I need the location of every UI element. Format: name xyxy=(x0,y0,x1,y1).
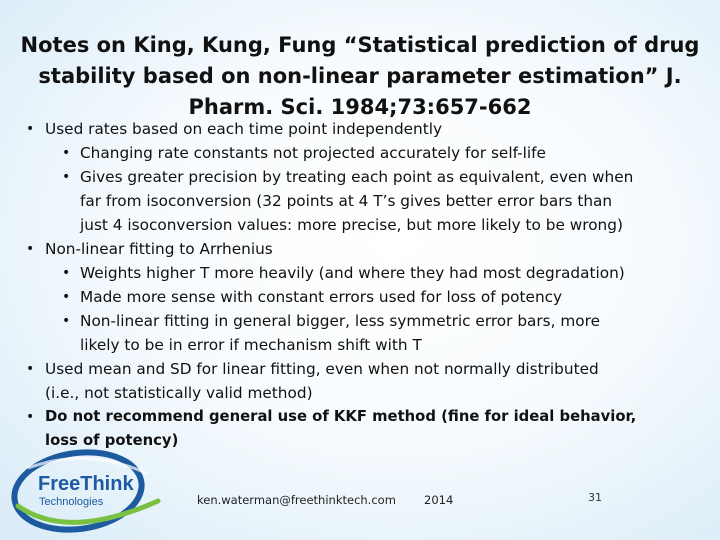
bullet-text-cont: (i.e., not statistically valid method) xyxy=(45,384,313,402)
bullet-text: Gives greater precision by treating each point as equivalent, even when xyxy=(80,168,634,186)
bullet-marker: • xyxy=(26,361,35,377)
bullet-text: Made more sense with constant errors used for loss of potency xyxy=(80,288,563,306)
bullet-text-cont: likely to be in error if mechanism shift with T xyxy=(80,336,422,354)
bullet-marker: • xyxy=(62,313,71,329)
bullet-marker: • xyxy=(26,241,35,257)
bullet-text: Used mean and SD for linear fitting, even when not normally distributed xyxy=(45,360,599,378)
logo-subtitle: Technologies xyxy=(39,496,104,508)
bullet-text: Used rates based on each time point independently xyxy=(45,120,443,138)
title-line-2: stability based on non-linear parameter estimation” J. xyxy=(38,64,682,88)
footer-year: 2014 xyxy=(424,493,454,507)
bullet-marker: • xyxy=(26,409,35,425)
bullet-text: Changing rate constants not projected accurately for self-life xyxy=(80,144,546,162)
bullet-marker: • xyxy=(62,289,71,305)
title-line-1: Notes on King, Kung, Fung “Statistical prediction of drug xyxy=(20,33,700,57)
bullet-marker: • xyxy=(62,265,71,281)
title-line-3: Pharm. Sci. 1984;73:657-662 xyxy=(188,95,532,119)
bullet-text: Non-linear fitting in general bigger, less symmetric error bars, more xyxy=(80,312,601,330)
bullet-text: Do not recommend general use of KKF method (fine for ideal behavior, xyxy=(45,408,637,425)
freethink-logo xyxy=(8,446,198,536)
bullet-text: Non-linear fitting to Arrhenius xyxy=(45,240,273,258)
bullet-text-cont: loss of potency) xyxy=(45,432,179,449)
bullet-text: Weights higher T more heavily (and where they had most degradation) xyxy=(80,264,625,282)
bullet-text-cont: just 4 isoconversion values: more precise, but more likely to be wrong) xyxy=(80,216,623,234)
page-number: 31 xyxy=(588,491,602,504)
footer-email: ken.waterman@freethinktech.com xyxy=(197,493,396,507)
bullet-text-cont: far from isoconversion (32 points at 4 T’s gives better error bars than xyxy=(80,192,613,210)
bullet-marker: • xyxy=(62,169,71,185)
bullet-marker: • xyxy=(62,145,71,161)
slide-title xyxy=(18,30,702,123)
bullet-marker: • xyxy=(26,121,35,137)
logo-name: FreeThink xyxy=(38,473,134,495)
